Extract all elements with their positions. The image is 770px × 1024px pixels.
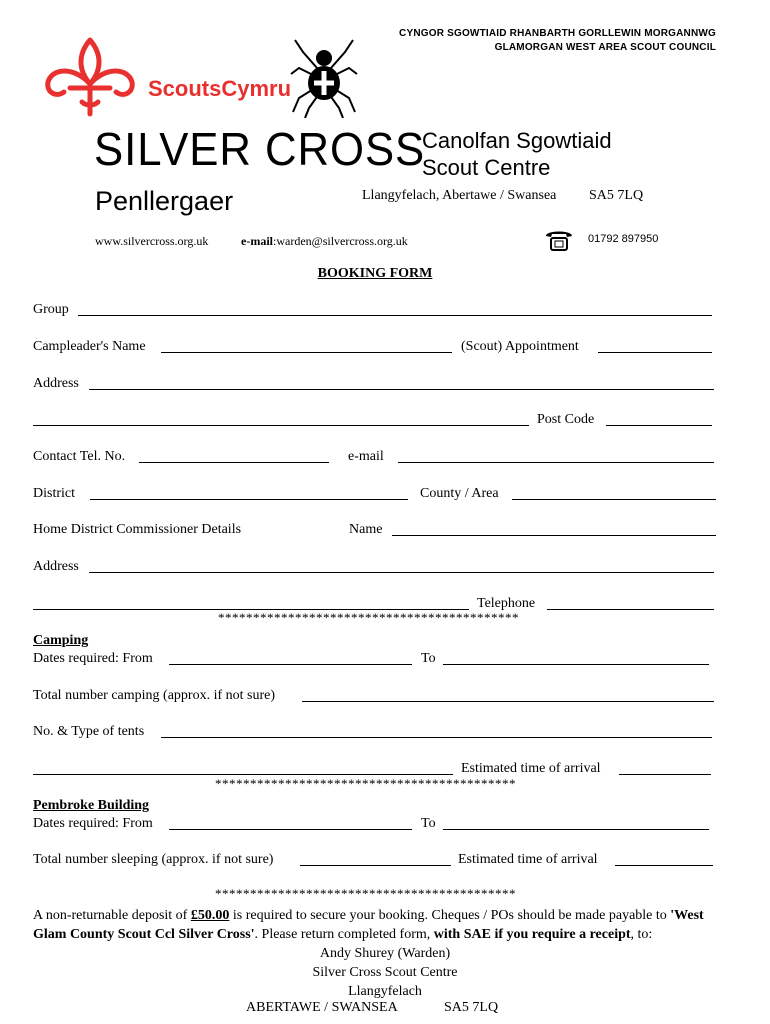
camping-total-field[interactable] [302, 701, 714, 702]
campleader-name-field[interactable] [161, 352, 452, 353]
county-area-field[interactable] [512, 499, 716, 500]
silver-cross-title: SILVER CROSS [94, 123, 426, 175]
return-address-centre: Silver Cross Scout Centre [312, 965, 458, 980]
contact-tel-label: Contact Tel. No. [33, 449, 126, 464]
pembroke-to-label: To [421, 816, 436, 831]
return-address-name: Andy Shurey (Warden) [319, 946, 451, 961]
sae-note: with SAE if you require a receipt [433, 927, 631, 942]
post-code-field[interactable] [606, 425, 712, 426]
spider-cross-icon [289, 38, 359, 118]
tents-field[interactable] [161, 737, 712, 738]
county-area-label: County / Area [420, 486, 499, 501]
dc-address-field[interactable] [89, 572, 714, 573]
email-field-label: e-mail [348, 449, 384, 464]
address-field[interactable] [89, 389, 714, 390]
campleader-name-label: Campleader's Name [33, 339, 146, 354]
deposit-paragraph [33, 906, 723, 944]
tents-label: No. & Type of tents [33, 724, 145, 739]
post-code-label: Post Code [537, 412, 595, 427]
council-name-english: GLAMORGAN WEST AREA SCOUT COUNCIL [494, 42, 716, 53]
camping-to-label: To [421, 651, 436, 666]
centre-name-welsh: Canolfan Sgowtiaid [422, 128, 612, 153]
deposit-text-3: . Please return completed form, [254, 927, 434, 942]
home-dc-details-label: Home District Commissioner Details [33, 522, 242, 537]
penllergaer-title: Penllergaer [95, 186, 234, 216]
district-field[interactable] [90, 499, 408, 500]
pembroke-to-field[interactable] [443, 829, 709, 830]
dc-telephone-field[interactable] [547, 609, 714, 610]
payee-name: 'West Glam County Scout Ccl Silver Cross' [33, 908, 704, 942]
address-field-line2[interactable] [33, 425, 529, 426]
dc-name-field[interactable] [392, 535, 716, 536]
pembroke-total-label: Total number sleeping (approx. if not sure) [33, 852, 274, 867]
pembroke-arrival-field[interactable] [615, 865, 713, 866]
header-phone: 01792 897950 [588, 233, 659, 245]
camping-dates-from-label: Dates required: From [33, 651, 153, 666]
fleur-de-lis-icon [40, 32, 140, 122]
pembroke-total-field[interactable] [300, 865, 451, 866]
dc-name-label: Name [349, 522, 383, 537]
camping-total-label: Total number camping (approx. if not sure) [33, 688, 276, 703]
email-label: e-mail [241, 234, 273, 248]
contact-tel-field[interactable] [139, 462, 329, 463]
district-label: District [33, 486, 75, 501]
email-field[interactable] [398, 462, 714, 463]
return-address-city: ABERTAWE / SWANSEA [246, 1000, 398, 1015]
address-label: Address [33, 376, 79, 391]
scout-appointment-label: (Scout) Appointment [461, 339, 579, 354]
group-label: Group [33, 302, 69, 317]
council-name-welsh: CYNGOR SGOWTIAID RHANBARTH GORLLEWIN MORGANNWG [399, 28, 716, 39]
pembroke-dates-from-label: Dates required: From [33, 816, 153, 831]
centre-name-english: Scout Centre [422, 155, 551, 180]
deposit-amount: £50.00 [190, 908, 230, 923]
group-field[interactable] [78, 315, 712, 316]
email-value[interactable]: :warden@silvercross.org.uk [273, 234, 408, 248]
scouts-cymru-logo [40, 32, 290, 122]
separator-3: ******************************************* [215, 886, 516, 901]
deposit-text-1: A non-returnable deposit of [33, 908, 191, 923]
pembroke-from-field[interactable] [169, 829, 412, 830]
separator-1: ******************************************* [218, 610, 519, 625]
address-line: Llangyfelach, Abertawe / Swansea [362, 188, 557, 203]
telephone-icon [543, 227, 575, 253]
scout-appointment-field[interactable] [598, 352, 712, 353]
camping-arrival-field[interactable] [619, 774, 711, 775]
dc-telephone-label: Telephone [477, 596, 536, 611]
return-address-postcode: SA5 7LQ [444, 1000, 499, 1015]
camping-to-field[interactable] [443, 664, 709, 665]
deposit-text-4: , to: [630, 927, 653, 942]
pembroke-arrival-label: Estimated time of arrival [458, 852, 598, 867]
camping-arrival-label: Estimated time of arrival [461, 761, 601, 776]
email-line[interactable] [241, 234, 408, 249]
return-address-village: Llangyfelach [348, 984, 422, 999]
camping-title: Camping [33, 633, 89, 648]
scouts-cymru-wordmark: ScoutsCymru [148, 76, 292, 101]
separator-2: ******************************************* [215, 776, 516, 791]
pembroke-title: Pembroke Building [33, 798, 150, 813]
camping-from-field[interactable] [169, 664, 412, 665]
header-postcode: SA5 7LQ [589, 188, 644, 203]
form-title: BOOKING FORM [317, 266, 433, 281]
dc-address-label: Address [33, 559, 79, 574]
tents-field-line2[interactable] [33, 774, 453, 775]
deposit-text-2: is required to secure your booking. Cheques / POs should be made payable to [229, 908, 671, 923]
website-link[interactable]: www.silvercross.org.uk [95, 234, 209, 248]
